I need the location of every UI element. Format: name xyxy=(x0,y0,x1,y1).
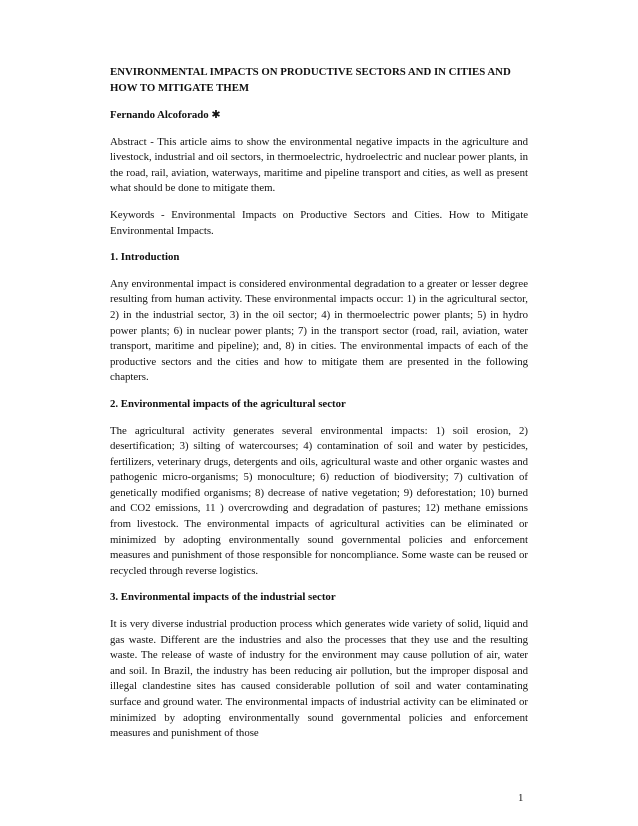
author-name xyxy=(110,108,528,124)
article-title: ENVIRONMENTAL IMPACTS ON PRODUCTIVE SECTORS AND IN CITIES AND HOW TO MITIGATE THEM xyxy=(110,66,511,94)
author-name-text: Fernando Alcoforado xyxy=(110,109,209,121)
section-heading-introduction: 1. Introduction xyxy=(110,251,180,264)
section-heading-agricultural: 2. Environmental impacts of the agricultural sector xyxy=(110,397,346,410)
keywords: Keywords - Environmental Impacts on Productive Sectors and Cities. How to Mitigate Environmental Impacts. xyxy=(110,208,528,237)
document-page xyxy=(110,64,528,742)
section-body-industrial: It is very diverse industrial production process which generates wide variety of solid, liquid and gas waste. Different are the industries and also the processes that they use and the resulting waste. The release of waste of industry for the environment may cause pollution of air, water and soil. In Brazil, the industry has been reducing air pollution, but the improper disposal and illegal clandestine sites has caused considerable pollution of soil and water contaminating surface and ground water. The environmental impacts of industrial activity can be eliminated or minimized by adopting environmentally sound governmental policies and enforcement measures and punishment of those xyxy=(110,618,528,740)
author-footnote-mark: ✱ xyxy=(211,109,221,121)
section-body-introduction: Any environmental impact is considered environmental degradation to a greater or lesser degree resulting from human activity. These environmental impacts occur: 1) in the agricultural sector, 2) in the industrial sector, 3) in the oil sector; 4) in thermoelectric power plants; 5) in hydro power plants; 6) in nuclear power plants; 7) in the transport sector (road, rail, aviation, water transport, maritime and pipeline); and, 8) in cities. The environmental impacts of each of the productive sectors and the cities and how to mitigate them are presented in the following chapters. xyxy=(110,277,528,384)
abstract: Abstract - This article aims to show the environmental negative impacts in the agriculture and livestock, industrial and oil sectors, in thermoelectric, hydroelectric and nuclear power plants, in the road, rail, aviation, waterways, maritime and pipeline transport and cities, as well as present what should be done to mitigate them. xyxy=(110,135,528,195)
section-heading-industrial: 3. Environmental impacts of the industrial sector xyxy=(110,591,336,604)
page-number: 1 xyxy=(518,792,524,804)
section-body-agricultural: The agricultural activity generates several environmental impacts: 1) soil erosion, 2) desertification; 3) silting of watercourses; 4) contamination of soil and water by pesticides, fertilizers, veterinary drugs, detergents and oils, agricultural waste and other organic wastes and pathogenic micro-organisms; 5) monoculture; 6) reduction of biodiversity; 7) cultivation of genetically modified organisms; 8) decrease of native vegetation; 9) deforestation; 10) burned and CO2 emissions, 11 ) overcrowding and degradation of pastures; 12) methane emissions from livestock. The environmental impacts of agricultural activities can be eliminated or minimized by adopting environmentally sound governmental policies and enforcement measures and punishment of those responsible for noncompliance. Some waste can be reused or recycled through reverse logistics. xyxy=(110,424,528,577)
